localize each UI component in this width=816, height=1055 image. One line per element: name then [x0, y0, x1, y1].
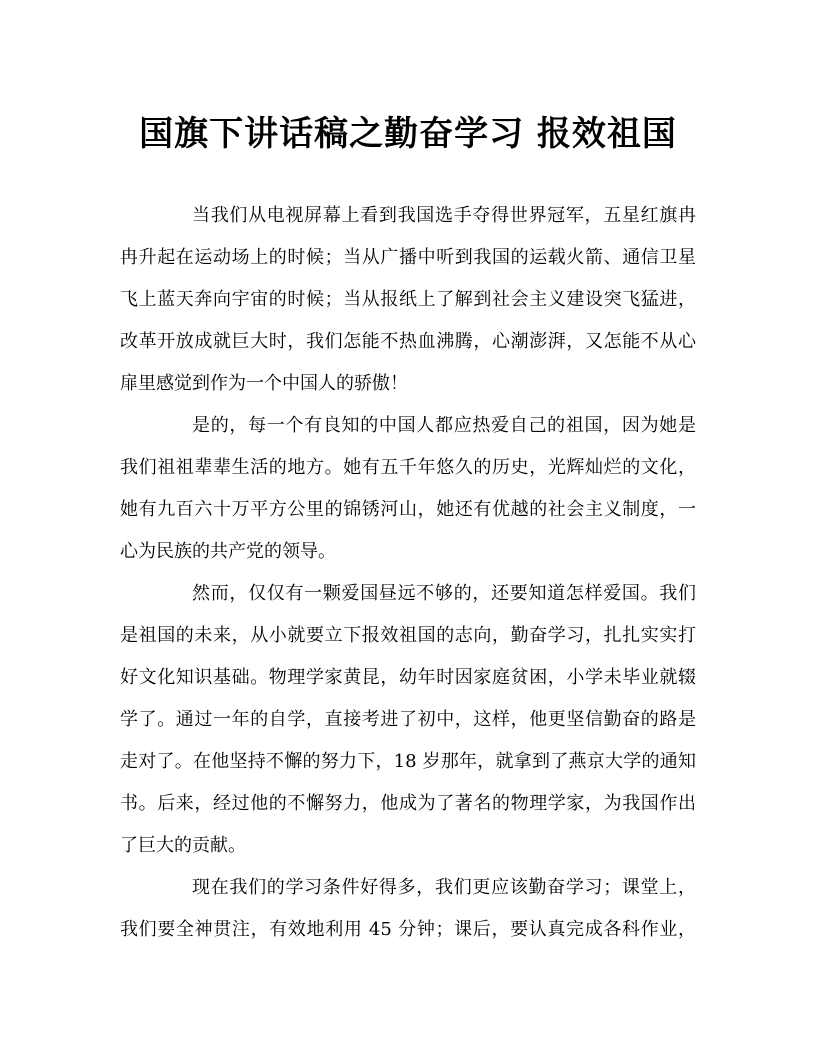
- text-line: 学了。通过一年的自学，直接考进了初中，这样，他更坚信勤奋的路是: [120, 709, 696, 730]
- text-line: 了巨大的贡献。: [120, 835, 246, 856]
- text-line: 走对了。在他坚持不懈的努力下，18 岁那年，就拿到了燕京大学的通知: [120, 751, 696, 772]
- text-line: 我们祖祖辈辈生活的地方。她有五千年悠久的历史，光辉灿烂的文化，: [120, 457, 696, 478]
- text-line: 改革开放成就巨大时，我们怎能不热血沸腾，心潮澎湃，又怎能不从心: [120, 331, 696, 352]
- text-line: 好文化知识基础。物理学家黄昆，幼年时因家庭贫困，小学未毕业就辍: [120, 667, 696, 688]
- document-title: 国旗下讲话稿之勤奋学习 报效祖国: [139, 114, 677, 154]
- text-line: 飞上蓝天奔向宇宙的时候；当从报纸上了解到社会主义建设突飞猛进，: [120, 289, 696, 310]
- text-line: 然而，仅仅有一颗爱国昼远不够的，还要知道怎样爱国。我们: [192, 583, 696, 604]
- text-line: 是祖国的未来，从小就要立下报效祖国的志向，勤奋学习，扎扎实实打: [120, 625, 696, 646]
- text-line: 扉里感觉到作为一个中国人的骄傲！: [120, 373, 408, 394]
- text-line: 现在我们的学习条件好得多，我们更应该勤奋学习；课堂上，: [192, 877, 696, 898]
- text-line: 是的，每一个有良知的中国人都应热爱自己的祖国，因为她是: [192, 415, 696, 436]
- text-line: 我们要全神贯注，有效地利用 45 分钟；课后，要认真完成各科作业，: [120, 919, 696, 940]
- text-line: 冉升起在运动场上的时候；当从广播中听到我国的运载火箭、通信卫星: [120, 247, 696, 268]
- text-line: 她有九百六十万平方公里的锦锈河山，她还有优越的社会主义制度，一: [120, 499, 696, 520]
- text-line: 书。后来，经过他的不懈努力，他成为了著名的物理学家，为我国作出: [120, 793, 696, 814]
- text-line: 心为民族的共产党的领导。: [120, 541, 336, 562]
- text-line: 当我们从电视屏幕上看到我国选手夺得世界冠军，五星红旗冉: [192, 205, 696, 226]
